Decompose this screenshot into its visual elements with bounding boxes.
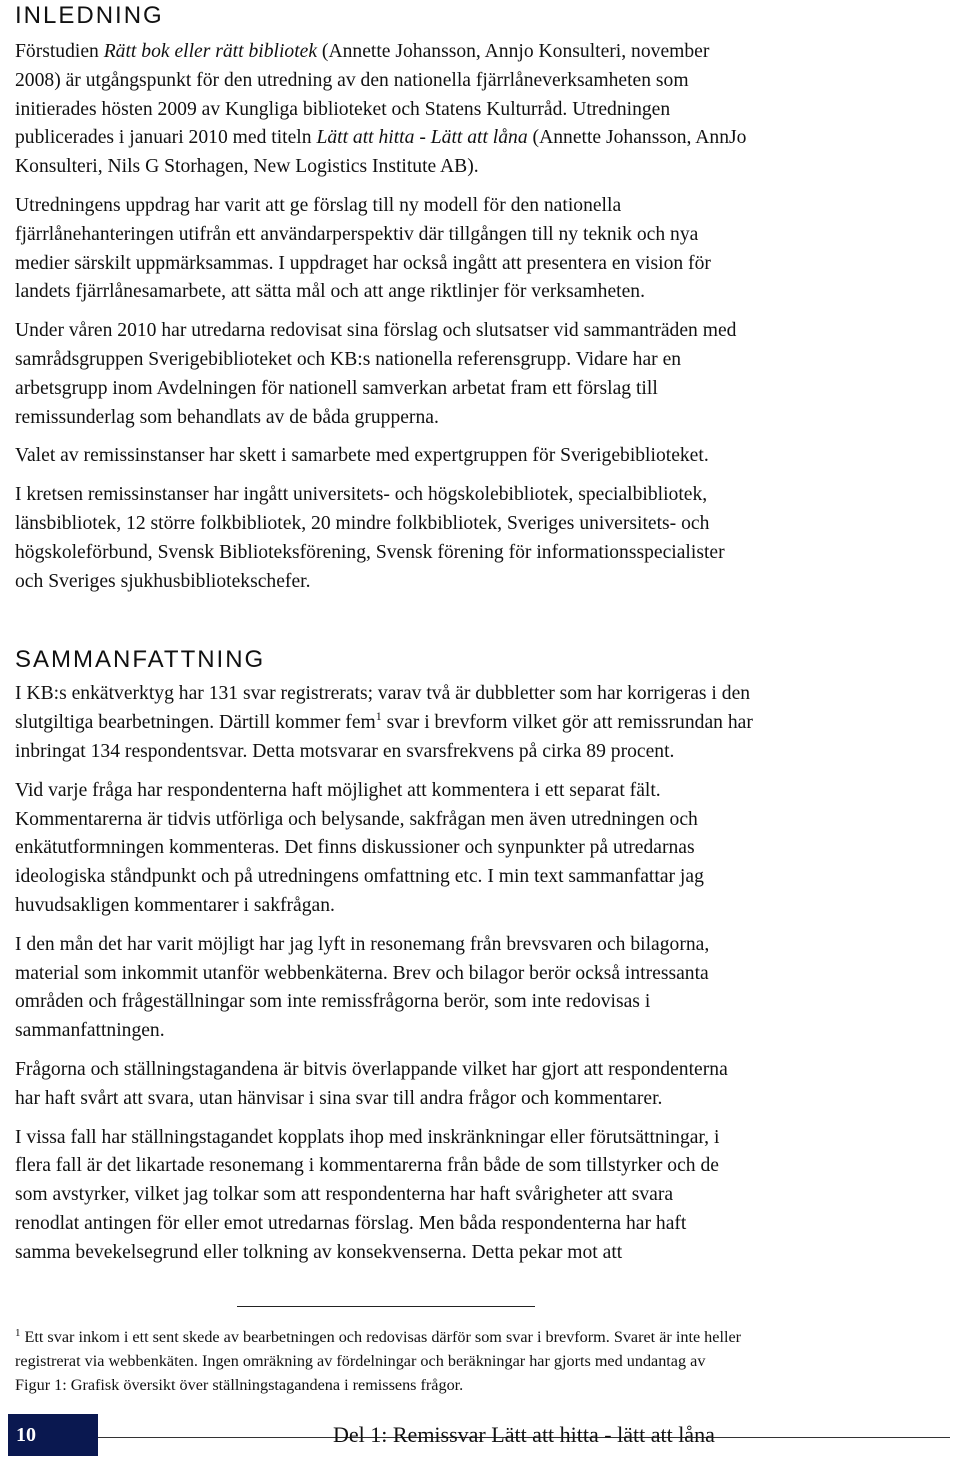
text-line [15, 1325, 950, 1349]
text-line: medier särskilt uppmärksammas. I uppdraget har också ingått att presentera en vision för [15, 252, 711, 274]
text-line: remissunderlag som behandlats av de båda grupperna. [15, 406, 439, 428]
footnote-reference[interactable]: 1 [375, 709, 382, 724]
book-title-rbrb: Rätt bok eller rätt bibliotek [103, 41, 318, 62]
text-line: initierades hösten 2009 av Kungliga biblioteket och Statens Kulturråd. Utredningen [15, 98, 671, 120]
sammanfattning-paragraph-2 [15, 777, 950, 921]
text-line: Under våren 2010 har utredarna redovisat sina förslag och slutsatser vid sammanträden med [15, 320, 737, 342]
text-line: Konsulteri, Nils G Storhagen, New Logistics Institute AB). [15, 156, 479, 178]
text-line: som avstyrker, vilket jag tolkar som att respondenterna har haft svårigheter att svara [15, 1184, 674, 1206]
text-line: material som inkommit utanför webbenkäterna. Brev och bilagor berör också intressanta [15, 962, 709, 984]
text-line: länsbibliotek, 12 större folkbibliotek, 20 mindre folkbibliotek, Sveriges universitets- och [15, 512, 710, 534]
text-line: 2008) är utgångspunkt för den utredning av den nationella fjärrlåneverksamheten som [15, 69, 689, 91]
text-line: fjärrlånehanteringen utifrån ett användarperspektiv där tillgången till ny teknik och nya [15, 223, 699, 245]
footnote [15, 1325, 950, 1397]
page-number: 10 [8, 1414, 98, 1456]
inledning-paragraph-1 [15, 38, 950, 182]
text-run: Ett svar inkom i ett sent skede av bearbetningen och redovisas därför som svar i brevform. Svaret är inte heller [24, 1328, 742, 1346]
text-line [15, 709, 950, 738]
inledning-paragraph-3 [15, 317, 950, 432]
sammanfattning-paragraph-3 [15, 931, 950, 1046]
sammanfattning-paragraph-4 [15, 1056, 950, 1114]
footnote-separator [237, 1306, 535, 1307]
text-line: har haft svårt att svara, utan hänvisar i sina svar till andra frågor och kommentarer. [15, 1087, 663, 1109]
text-line: inbringat 134 respondentsvar. Detta motsvarar en svarsfrekvens på cirka 89 procent. [15, 740, 675, 762]
text-run: publicerades i januari 2010 med titeln [15, 127, 317, 149]
text-line: Frågorna och ställningstagandena är bitvis överlappande vilket har gjort att respondenterna [15, 1058, 728, 1080]
text-line: högskoleförbund, Svensk Biblioteksförening, Svensk förening för informationsspecialister [15, 541, 725, 563]
inledning-paragraph-4 [15, 442, 950, 471]
text-line: samma bevekelsegrund eller tolkning av konsekvenserna. Detta pekar mot att [15, 1241, 623, 1263]
footer-title: Del 1: Remissvar Lätt att hitta - lätt att låna [333, 1422, 715, 1447]
text-line: ideologiska ståndpunkt och på utredningens omfattning etc. I min text sammanfattar jag [15, 866, 704, 888]
text-line: huvudsakligen kommentarer i sakfrågan. [15, 894, 335, 916]
text-line: Figur 1: Grafisk översikt över ställningstagandena i remissens frågor. [15, 1376, 464, 1394]
text-line: sammanfattningen. [15, 1020, 165, 1042]
inledning-paragraph-5 [15, 481, 950, 596]
heading-inledning: INLEDNING [15, 2, 164, 29]
text-line: Utredningens uppdrag har varit att ge förslag till ny modell för den nationella [15, 194, 622, 216]
sammanfattning-paragraph-5 [15, 1124, 950, 1268]
sammanfattning-paragraph-1 [15, 680, 950, 766]
text-line: och Sveriges sjukhusbibliotekschefer. [15, 570, 311, 592]
report-title-lattatthitta: Lätt att hitta - Lätt att låna [316, 127, 528, 149]
text-run: Förstudien [15, 41, 104, 62]
text-line [15, 124, 950, 153]
text-line: I kretsen remissinstanser har ingått universitets- och högskolebibliotek, specialbibliotek, [15, 484, 708, 506]
text-line: samrådsgruppen Sverigebiblioteket och KB:s nationella referensgrupp. Vidare har en [15, 348, 682, 370]
text-line: enkätutformningen kommenteras. Det finns diskussioner och synpunkter på utredarnas [15, 837, 695, 859]
text-line: flera fall är det likartade resonemang i kommentarerna från både de som tillstyrker och de [15, 1155, 719, 1177]
text-line: områden och frågeställningar som inte remissfrågorna berör, som inte redovisas i [15, 991, 651, 1013]
footnote-marker: 1 [15, 1327, 21, 1339]
text-run: svar i brevform vilket gör att remissrundan har [381, 712, 753, 734]
text-line: I den mån det har varit möjligt har jag lyft in resonemang från brevsvaren och bilagorna, [15, 933, 710, 955]
text-line: landets fjärrlånesamarbete, att sätta mål och att ange riktlinjer för verksamheten. [15, 281, 645, 303]
text-run: (Annette Johansson, Annjo Konsulteri, november [317, 41, 710, 62]
inledning-paragraph-2 [15, 192, 950, 307]
text-line: I vissa fall har ställningstagandet kopplats ihop med inskränkningar eller förutsättningar, i [15, 1126, 720, 1148]
main-content [15, 0, 950, 1277]
text-line: registrerat via webbenkäten. Ingen omräkning av fördelningar och beräkningar har gjorts med undantag av [15, 1352, 706, 1370]
heading-sammanfattning: SAMMANFATTNING [15, 646, 266, 674]
text-run: (Annette Johansson, AnnJo [527, 127, 747, 149]
text-line [15, 38, 950, 67]
text-line: Valet av remissinstanser har skett i samarbete med expertgruppen för Sverigebiblioteket. [15, 445, 709, 467]
text-line: Vid varje fråga har respondenterna haft möjlighet att kommentera i ett separat fält. [15, 779, 661, 801]
text-run: slutgiltiga bearbetningen. Därtill kommer fem [15, 712, 376, 734]
text-line: Kommentarerna är tidvis utförliga och belysande, sakfrågan men även utredningen och [15, 808, 698, 830]
text-line: renodlat antingen för eller emot utredarnas förslag. Men båda respondenterna har haft [15, 1212, 687, 1234]
text-line: I KB:s enkätverktyg har 131 svar registrerats; varav två är dubbletter som har korrigeras i den [15, 683, 751, 705]
text-line: arbetsgrupp inom Avdelningen för nationell samverkan arbetat fram ett förslag till [15, 377, 658, 399]
